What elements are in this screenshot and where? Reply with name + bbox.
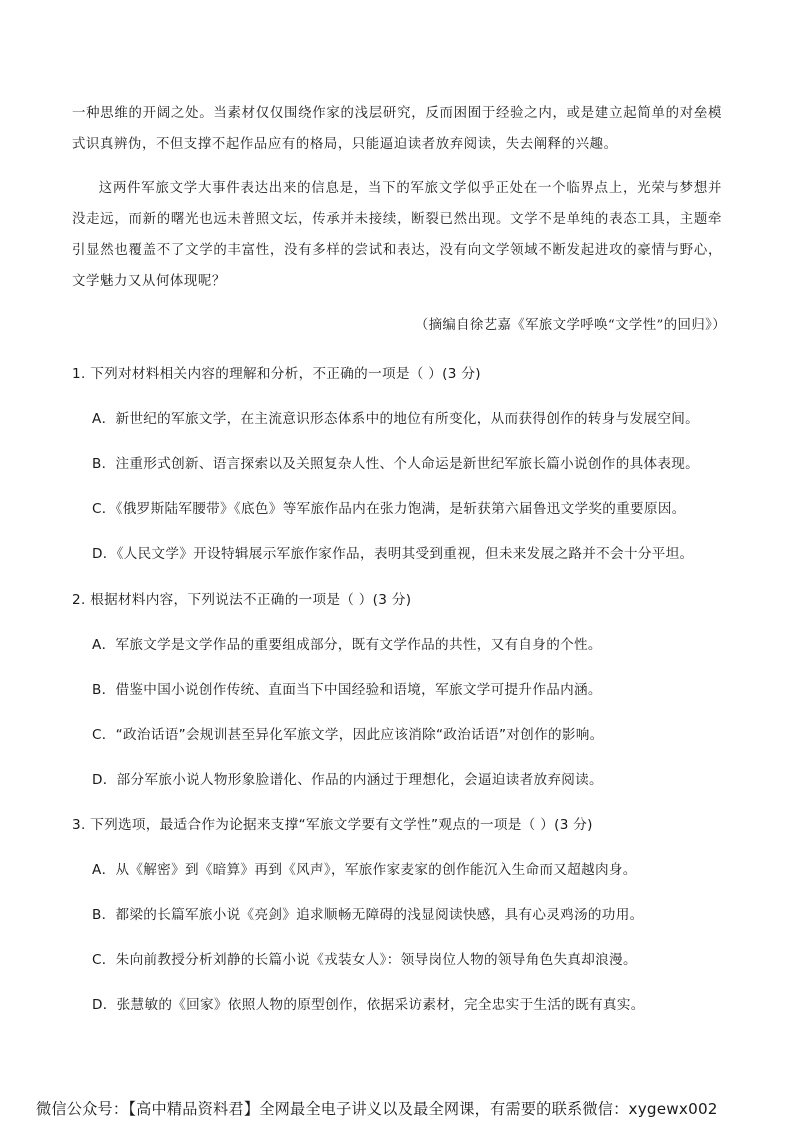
passage-paragraph-1: 一种思维的开阔之处。当素材仅仅围绕作家的浅层研究，反而困囿于经验之内，或是建立起简单的对垒模式识真辨伪，不但支撑不起作品应有的格局，只能逼迫读者放弃阅读，失去阐释的兴趣。 [72,106,722,152]
option-b: B．都梁的长篇军旅小说《亮剑》追求顺畅无障碍的浅显阅读快感，具有心灵鸡汤的功用。 [92,907,644,923]
option-c: C．《俄罗斯陆军腰带》《底色》等军旅作品内在张力饱满，是斩获第六届鲁迅文学奖的重要原因。 [92,501,686,517]
passage-source: （摘编自徐艺嘉《军旅文学呼唤“文学性”的回归》） [414,318,726,333]
option-d: D．《人民文学》开设特辑展示军旅作家作品，表明其受到重视，但未来发展之路并不会十分平坦。 [92,546,694,562]
option-a: A．从《解密》到《暗算》再到《风声》，军旅作家麦家的创作能沉入生命而又超越肉身。 [92,862,637,878]
option-c: C．“政治话语”会规训甚至异化军旅文学，因此应该消除“政治话语”对创作的影响。 [92,727,604,743]
option-d: D．张慧敏的《回家》依照人物的原型创作，依据采访素材，完全忠实于生活的既有真实。 [92,997,645,1013]
option-c: C．朱向前教授分析刘静的长篇小说《戎装女人》：领导岗位人物的领导角色失真却浪漫。 [92,952,637,968]
passage-paragraph-2: 这两件军旅文学大事件表达出来的信息是，当下的军旅文学似乎正处在一个临界点上，光荣与梦想并没走远，而新的曙光也远未普照文坛，传承并未接续，断裂已然出现。文学不是单纯的表态工具，主题牵引显然也覆盖不了文学的丰富性，没有多样的尝试和表达，没有向文学领域不断发起进攻的豪情与野心，文学魅力又从何体现呢？ [72,181,722,289]
question-stem: 1. 下列对材料相关内容的理解和分析，不正确的一项是（ ）(3 分) [72,366,481,382]
option-d: D．部分军旅小说人物形象脸谱化、作品的内涵过于理想化，会逼迫读者放弃阅读。 [92,772,603,788]
option-b: B．借鉴中国小说创作传统、直面当下中国经验和语境，军旅文学可提升作品内涵。 [92,682,602,698]
option-b: B．注重形式创新、语言探索以及关照复杂人性、个人命运是新世纪军旅长篇小说创作的具体表现。 [92,456,700,472]
question-stem: 2. 根据材料内容，下列说法不正确的一项是（ ）(3 分) [72,592,412,608]
question-stem: 3. 下列选项，最适合作为论据来支撑“军旅文学要有文学性”观点的一项是（ ）(3 分) [72,817,593,833]
option-a: A．新世纪的军旅文学，在主流意识形态体系中的地位有所变化，从而获得创作的转身与发展空间。 [92,411,700,427]
option-a: A．军旅文学是文学作品的重要组成部分，既有文学作品的共性，又有自身的个性。 [92,637,602,653]
footer-promo-text: 微信公众号：【高中精品资料君】全网最全电子讲义以及最全网课，有需要的联系微信：xygewx002 [36,1100,718,1118]
